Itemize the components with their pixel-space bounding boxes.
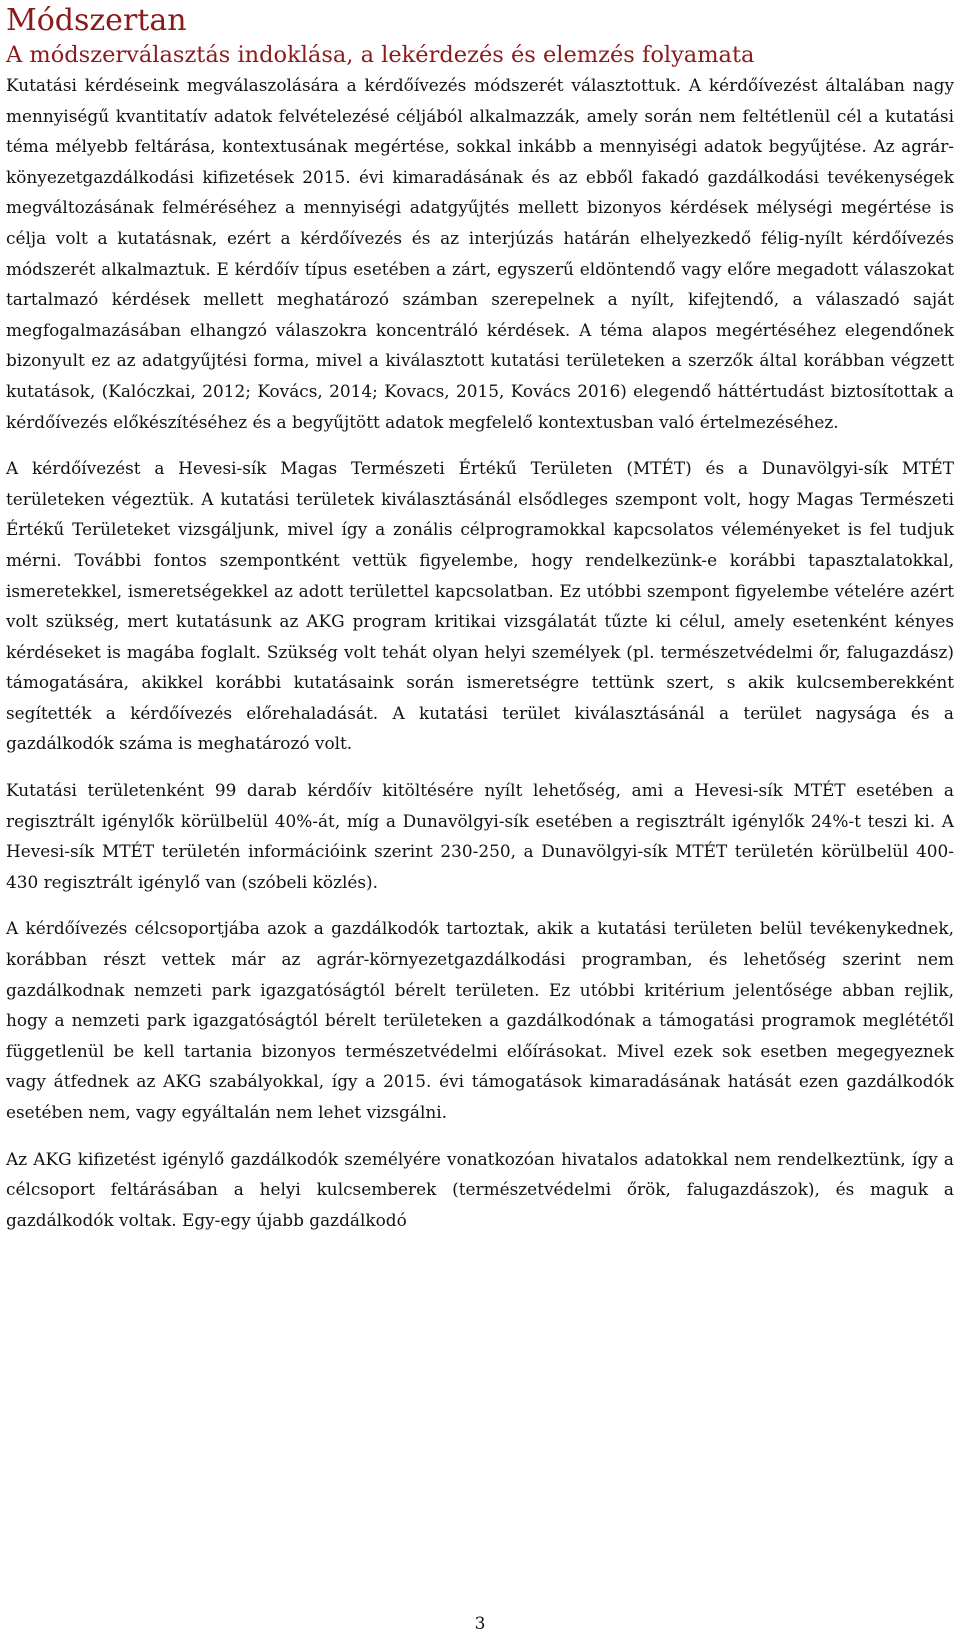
paragraph-data-collection: Az AKG kifizetést igénylő gazdálkodók személyére vonatkozóan hivatalos adatokkal nem rendelkeztünk, így a célcsoport feltárásában a helyi kulcsemberek (természetvédelmi őrök, falugazdászok), és maguk a gazdálkodók voltak. Egy-egy újabb gazdálkodó [6,1148,954,1230]
paragraph-target-group: A kérdőívezés célcsoportjába azok a gazdálkodók tartoztak, akik a kutatási területen belül tevékenykednek, korábban részt vettek már az agrár-környezetgazdálkodási programban, és lehetőség szerint nem gazdálkodnak nemzeti park igazgatóságtól bérelt területen. Ez utóbbi kritérium jelentősége abban rejlik, hogy a nemzeti park igazgatóságtól bérelt területeken a gazdálkodónak a támogatási programok meglététől függetlenül be kell tartania bizonyos természetvédelmi előírásokat. Mivel ezek sok esetben megegyeznek vagy átfednek az AKG szabályokkal, így a 2015. évi támogatások kimaradásának hatását ezen gazdálkodók esetében nem, vagy egyáltalán nem lehet vizsgálni. [6,918,954,1122]
document-page [6,0,954,1647]
page-number: 3 [474,1614,486,1634]
paragraph-method-choice: Kutatási kérdéseink megválaszolására a kérdőívezés módszerét választottuk. A kérdőívezést általában nagy mennyiségű kvantitatív adatok felvételezésé céljából alkalmazzák, amely során nem feltétlenül cél a kutatási téma mélyebb feltárása, kontextusának megértése, sokkal inkább a mennyiségi adatok begyűjtése. Az agrár-könyezetgazdálkodási kifizetések 2015. évi kimaradásának és az ebből fakadó gazdálkodási tevékenységek megváltozásának felméréséhez a mennyiségi adatgyűjtés mellett bizonyos kérdések mélységi megértése is célja volt a kutatásnak, ezért a kérdőívezés és az interjúzás határán elhelyezkedő félig-nyílt kérdőívezés módszerét alkalmaztuk. E kérdőív típus esetében a zárt, egyszerű eldöntendő vagy előre megadott válaszokat tartalmazó kérdések mellett meghatározó számban szerepelnek a nyílt, kifejtendő, a válaszadó saját megfogalmazásában elhangzó válaszokra koncentráló kérdések. A téma alapos megértéséhez elegendőnek bizonyult ez az adatgyűjtési forma, mivel a kiválasztott kutatási területeken a szerzők által korábban végzett kutatások, (Kalóczkai, 2012; Kovács, 2014; Kovacs, 2015, Kovács 2016) elegendő háttértudást biztosítottak a kérdőívezés előkészítéséhez és a begyűjtött adatok megfelelő kontextusban való értelmezéséhez. [6,75,954,432]
paragraph-study-areas: A kérdőívezést a Hevesi-sík Magas Természeti Értékű Területen (MTÉT) és a Dunavölgyi-sík MTÉT területeken végeztük. A kutatási területek kiválasztásánál elsődleges szempont volt, hogy Magas Természeti Értékű Területeket vizsgáljunk, mivel így a zonális célprogramokkal kapcsolatos véleményeket is fel tudjuk mérni. További fontos szempontként vettük figyelembe, hogy rendelkezünk-e korábbi tapasztalatokkal, ismeretekkel, ismeretségekkel az adott területtel kapcsolatban. Ez utóbbi szempont figyelembe vételére azért volt szükség, mert kutatásunk az AKG program kritikai vizsgálatát tűzte ki célul, amely esetenként kényes kérdéseket is magába foglalt. Szükség volt tehát olyan helyi személyek (pl. természetvédelmi őr, falugazdász) támogatására, akikkel korábbi kutatásaink során ismeretségre tettünk szert, s akik kulcsemberekként segítették a kérdőívezés előrehaladását. A kutatási terület kiválasztásánál a terület nagysága és a gazdálkodók száma is meghatározó volt. [6,458,954,754]
document-content [6,0,954,1235]
paragraph-sample-size: Kutatási területenként 99 darab kérdőív kitöltésére nyílt lehetőség, ami a Hevesi-sík MTÉT esetében a regisztrált igénylők körülbelül 40%-át, míg a Dunavölgyi-sík esetében a regisztrált igénylők 24%-t teszi ki. A Hevesi-sík MTÉT területén információink szerint 230-250, a Dunavölgyi-sík MTÉT területén körülbelül 400-430 regisztrált igénylő van (szóbeli közlés). [6,780,954,892]
page-title: Módszertan [6,3,187,38]
section-subtitle: A módszerválasztás indoklása, a lekérdezés és elemzés folyamata [6,42,755,68]
